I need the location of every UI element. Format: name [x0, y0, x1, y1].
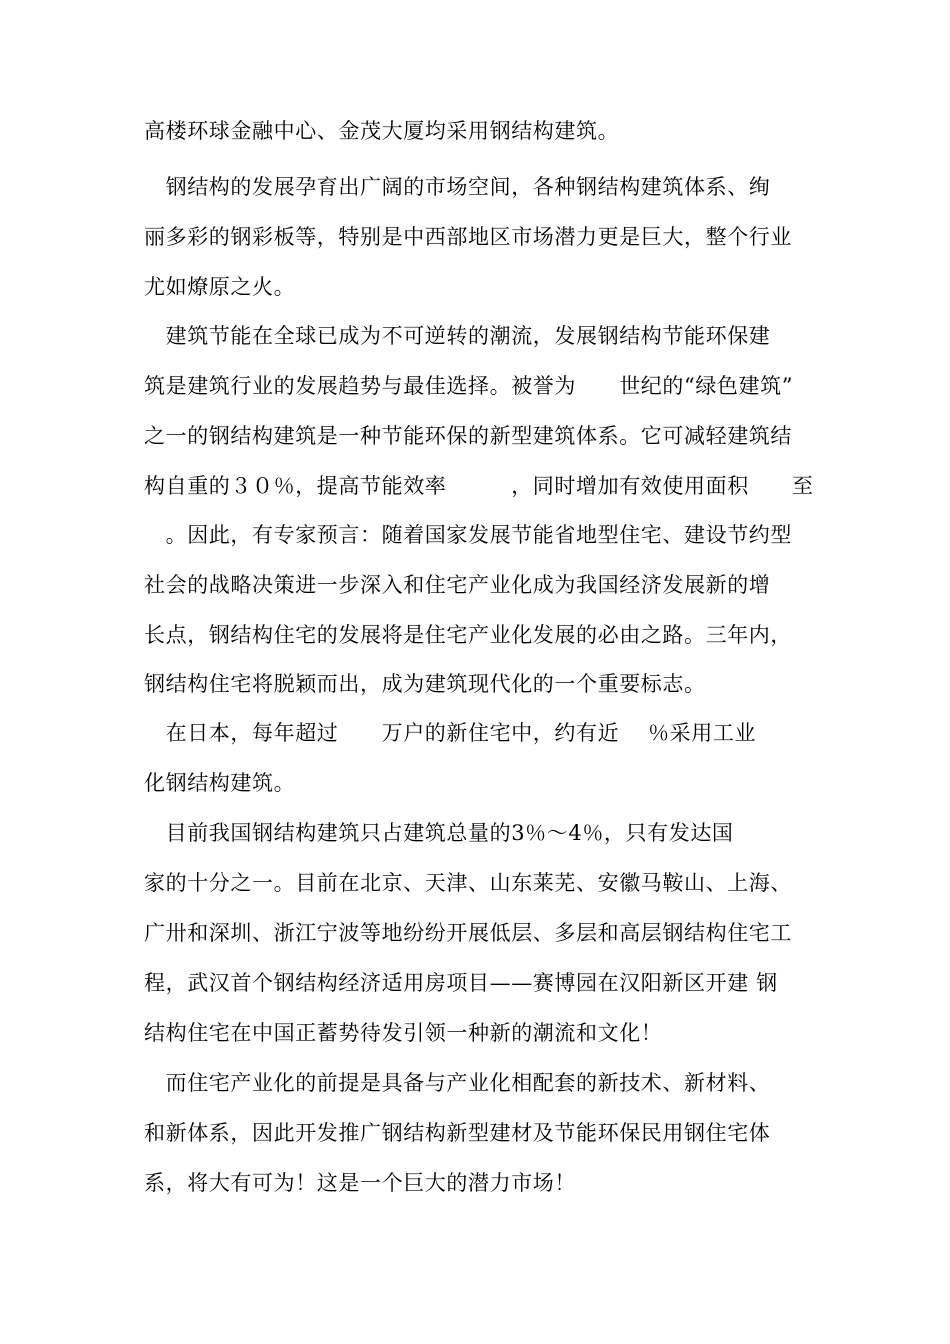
text-line: 钢结构的发展孕育出广阔的市场空间，各种钢结构建筑体系、绚 [144, 175, 771, 199]
text-line: 建筑节能在全球已成为不可逆转的潮流，发展钢结构节能环保建 [144, 324, 771, 348]
text-line: 筑是建筑行业的发展趋势与最佳选择。被誉为 世纪的“绿色建筑” [144, 374, 794, 398]
text-line: 。因此，有专家预言：随着国家发展节能省地型住宅、建设节约型 [144, 523, 792, 547]
text-line: 高楼环球金融中心、金茂大厦均采用钢结构建筑。 [144, 119, 620, 143]
text-line: 程，武汉首个钢结构经济适用房项目——赛博园在汉阳新区开建 钢 [144, 971, 778, 995]
text-line: 结构住宅在中国正蓄势待发引领一种新的潮流和文化！ [144, 1021, 663, 1045]
text-line: 钢结构住宅将脱颖而出，成为建筑现代化的一个重要标志。 [144, 672, 706, 696]
text-line: 化钢结构建筑。 [144, 771, 296, 795]
text-line: 在日本，每年超过 万户的新住宅中，约有近 ％采用工业 [144, 721, 757, 745]
text-line: 家的十分之一。目前在北京、天津、山东莱芜、安徽马鞍山、上海、 [144, 871, 792, 895]
text-line: 和新体系，因此开发推广钢结构新型建材及节能环保民用钢住宅体 [144, 1121, 771, 1145]
text-line: 而住宅产业化的前提是具备与产业化相配套的新技术、新材料、 [144, 1071, 771, 1095]
text-line: 之一的钢结构建筑是一种节能环保的新型建筑体系。它可减轻建筑结 [144, 424, 792, 448]
text-line: 尤如燎原之火。 [144, 275, 296, 299]
text-line: 广卅和深圳、浙江宁波等地纷纷开展低层、多层和高层钢结构住宅工 [144, 921, 792, 945]
text-line: 丽多彩的钢彩板等，特别是中西部地区市场潜力更是巨大，整个行业 [144, 225, 792, 249]
text-line: 长点，钢结构住宅的发展将是住宅产业化发展的必由之路。三年内， [144, 623, 792, 647]
text-line: 系，将大有可为！这是一个巨大的潜力市场！ [144, 1171, 576, 1195]
text-line: 构自重的３０％，提高节能效率 ，同时增加有效使用面积 至 [144, 474, 814, 498]
text-line: 目前我国钢结构建筑只占建筑总量的3％～4％，只有发达国 [144, 821, 734, 845]
text-line: 社会的战略决策进一步深入和住宅产业化成为我国经济发展新的增 [144, 573, 771, 597]
